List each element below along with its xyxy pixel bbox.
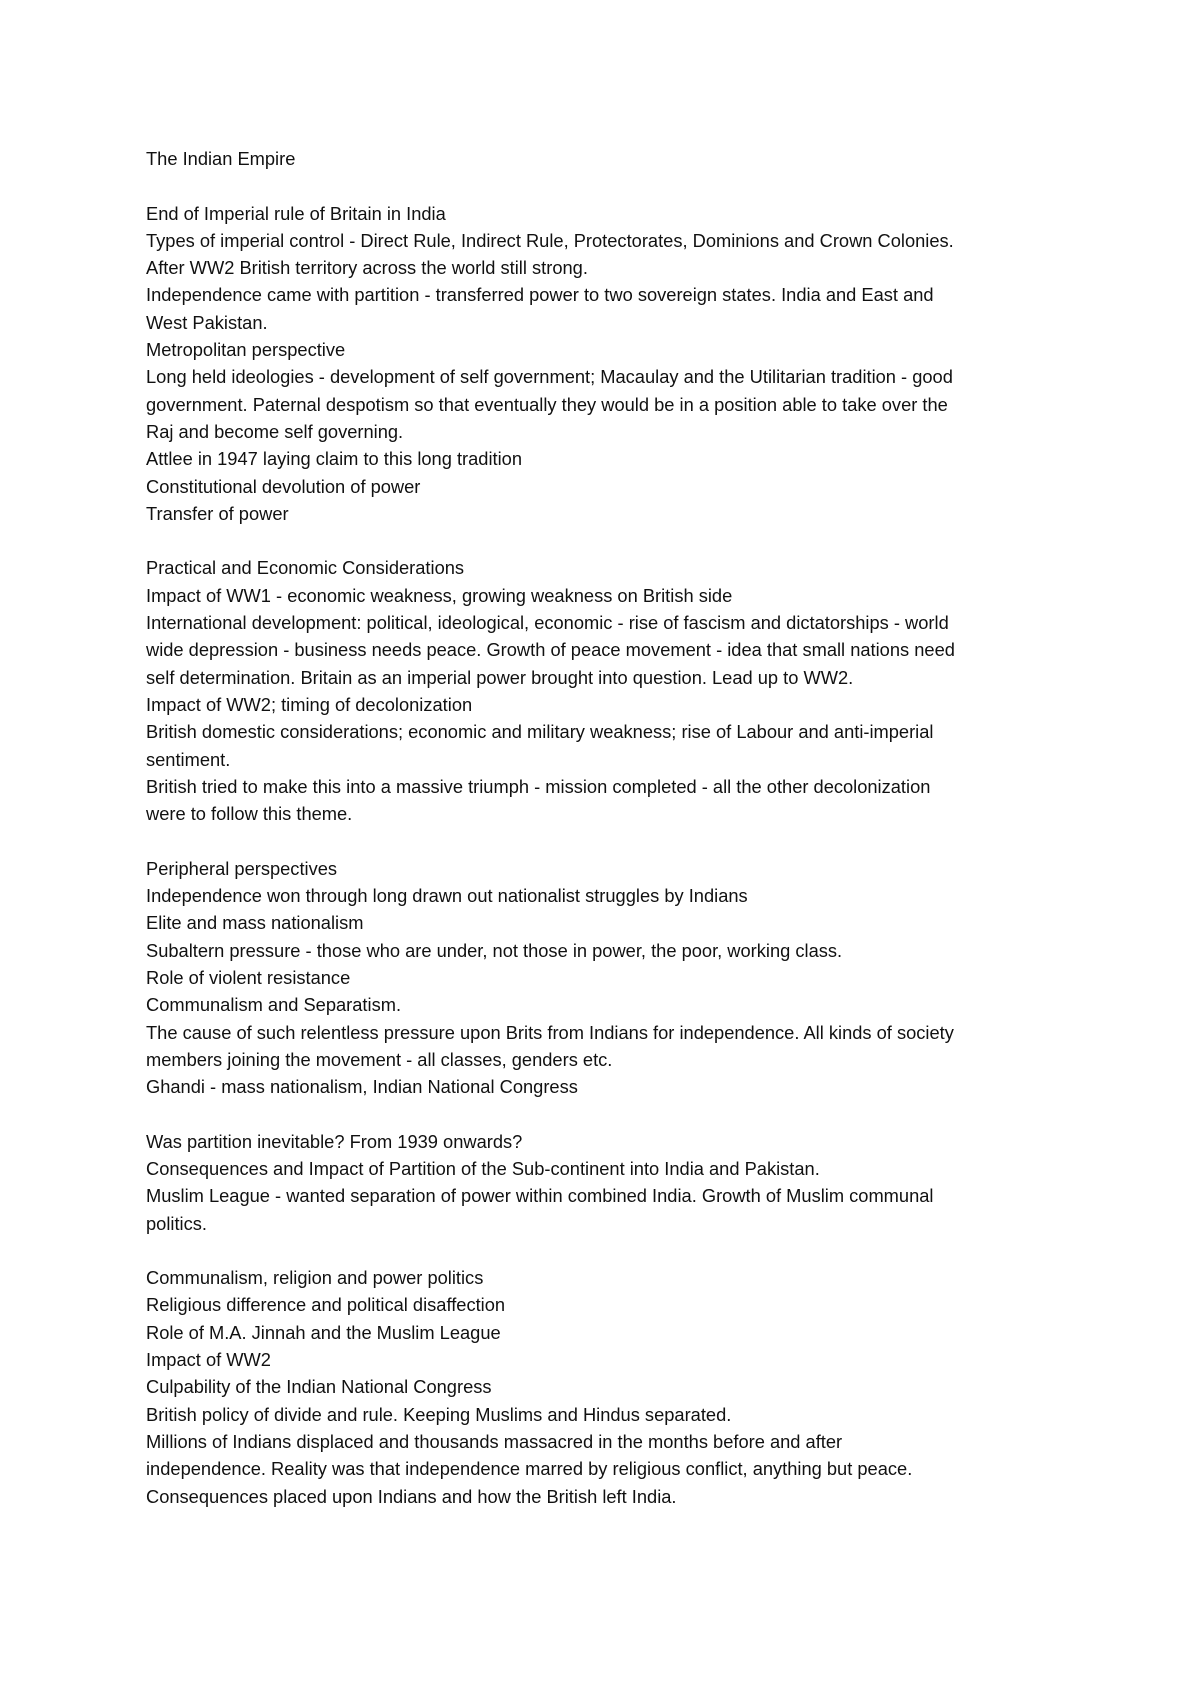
text-line: independence. Reality was that independence marred by religious conflict, anything but peace. (146, 1458, 913, 1480)
text-line: The cause of such relentless pressure upon Brits from Indians for independence. All kinds of society (146, 1021, 954, 1043)
text-line: Muslim League - wanted separation of power within combined India. Growth of Muslim communal (146, 1185, 934, 1207)
text-line: members joining the movement - all classes, genders etc. (146, 1048, 613, 1070)
text-line: British tried to make this into a massive triumph - mission completed - all the other decolonization (146, 775, 931, 797)
text-line: Communalism and Separatism. (146, 994, 402, 1016)
document-section (146, 1128, 1076, 1237)
text-line: Independence won through long drawn out nationalist struggles by Indians (146, 885, 748, 907)
section-heading-line: Was partition inevitable? From 1939 onwards? (146, 1130, 523, 1152)
document-title: The Indian Empire (146, 148, 296, 169)
text-line: wide depression - business needs peace. Growth of peace movement - idea that small nations need (146, 639, 955, 661)
text-line: Long held ideologies - development of self government; Macaulay and the Utilitarian tradition - good (146, 366, 953, 388)
text-line: Impact of WW2; timing of decolonization (146, 693, 473, 715)
text-line: Impact of WW2 (146, 1349, 271, 1371)
text-line: Millions of Indians displaced and thousands massacred in the months before and after (146, 1430, 843, 1452)
text-line: Role of M.A. Jinnah and the Muslim League (146, 1321, 501, 1343)
text-line: Raj and become self governing. (146, 420, 404, 442)
text-line: Independence came with partition - transferred power to two sovereign states. India and East and (146, 284, 934, 306)
blank-line (146, 827, 1076, 854)
text-line: Religious difference and political disaffection (146, 1294, 506, 1316)
blank-line (146, 1100, 1076, 1127)
text-line: Types of imperial control - Direct Rule, Indirect Rule, Protectorates, Dominions and Crown Colonies. (146, 229, 954, 251)
text-line: Culpability of the Indian National Congress (146, 1376, 492, 1398)
blank-line (146, 1237, 1076, 1264)
text-line: Metropolitan perspective (146, 339, 346, 361)
section-heading-line: Communalism, religion and power politics (146, 1267, 484, 1289)
document-section (146, 1264, 1076, 1510)
text-line: Constitutional devolution of power (146, 475, 421, 497)
text-line: government. Paternal despotism so that eventually they would be in a position able to take over the (146, 393, 948, 415)
blank-line (146, 527, 1076, 554)
text-line: Elite and mass nationalism (146, 912, 364, 934)
section-heading-line: Practical and Economic Considerations (146, 557, 465, 579)
text-line: Consequences and Impact of Partition of the Sub-continent into India and Pakistan. (146, 1157, 820, 1179)
text-line: Ghandi - mass nationalism, Indian National Congress (146, 1076, 578, 1098)
text-line: Impact of WW1 - economic weakness, growing weakness on British side (146, 584, 733, 606)
document-section (146, 855, 1076, 1101)
section-heading-line: End of Imperial rule of Britain in India (146, 202, 446, 224)
text-line: Attlee in 1947 laying claim to this long tradition (146, 448, 522, 470)
text-line: were to follow this theme. (146, 803, 353, 825)
text-line: self determination. Britain as an imperial power brought into question. Lead up to WW2. (146, 666, 854, 688)
document-sections (146, 200, 1076, 1510)
text-line: British policy of divide and rule. Keeping Muslims and Hindus separated. (146, 1403, 732, 1425)
blank-line (146, 172, 1076, 199)
text-line: Transfer of power (146, 502, 289, 524)
document-section (146, 200, 1076, 528)
document-section (146, 554, 1076, 827)
document-body (146, 145, 1076, 1510)
text-line: West Pakistan. (146, 311, 268, 333)
text-line: Subaltern pressure - those who are under, not those in power, the poor, working class. (146, 939, 843, 961)
text-line: After WW2 British territory across the world still strong. (146, 257, 588, 279)
text-line: politics. (146, 1212, 207, 1234)
text-line: Role of violent resistance (146, 966, 351, 988)
text-line: International development: political, ideological, economic - rise of fascism and dictatorships - world (146, 612, 949, 634)
text-line: Consequences placed upon Indians and how the British left India. (146, 1485, 677, 1507)
text-line: sentiment. (146, 748, 231, 770)
section-heading-line: Peripheral perspectives (146, 857, 338, 879)
text-line: British domestic considerations; economic and military weakness; rise of Labour and anti-imperial (146, 721, 934, 743)
